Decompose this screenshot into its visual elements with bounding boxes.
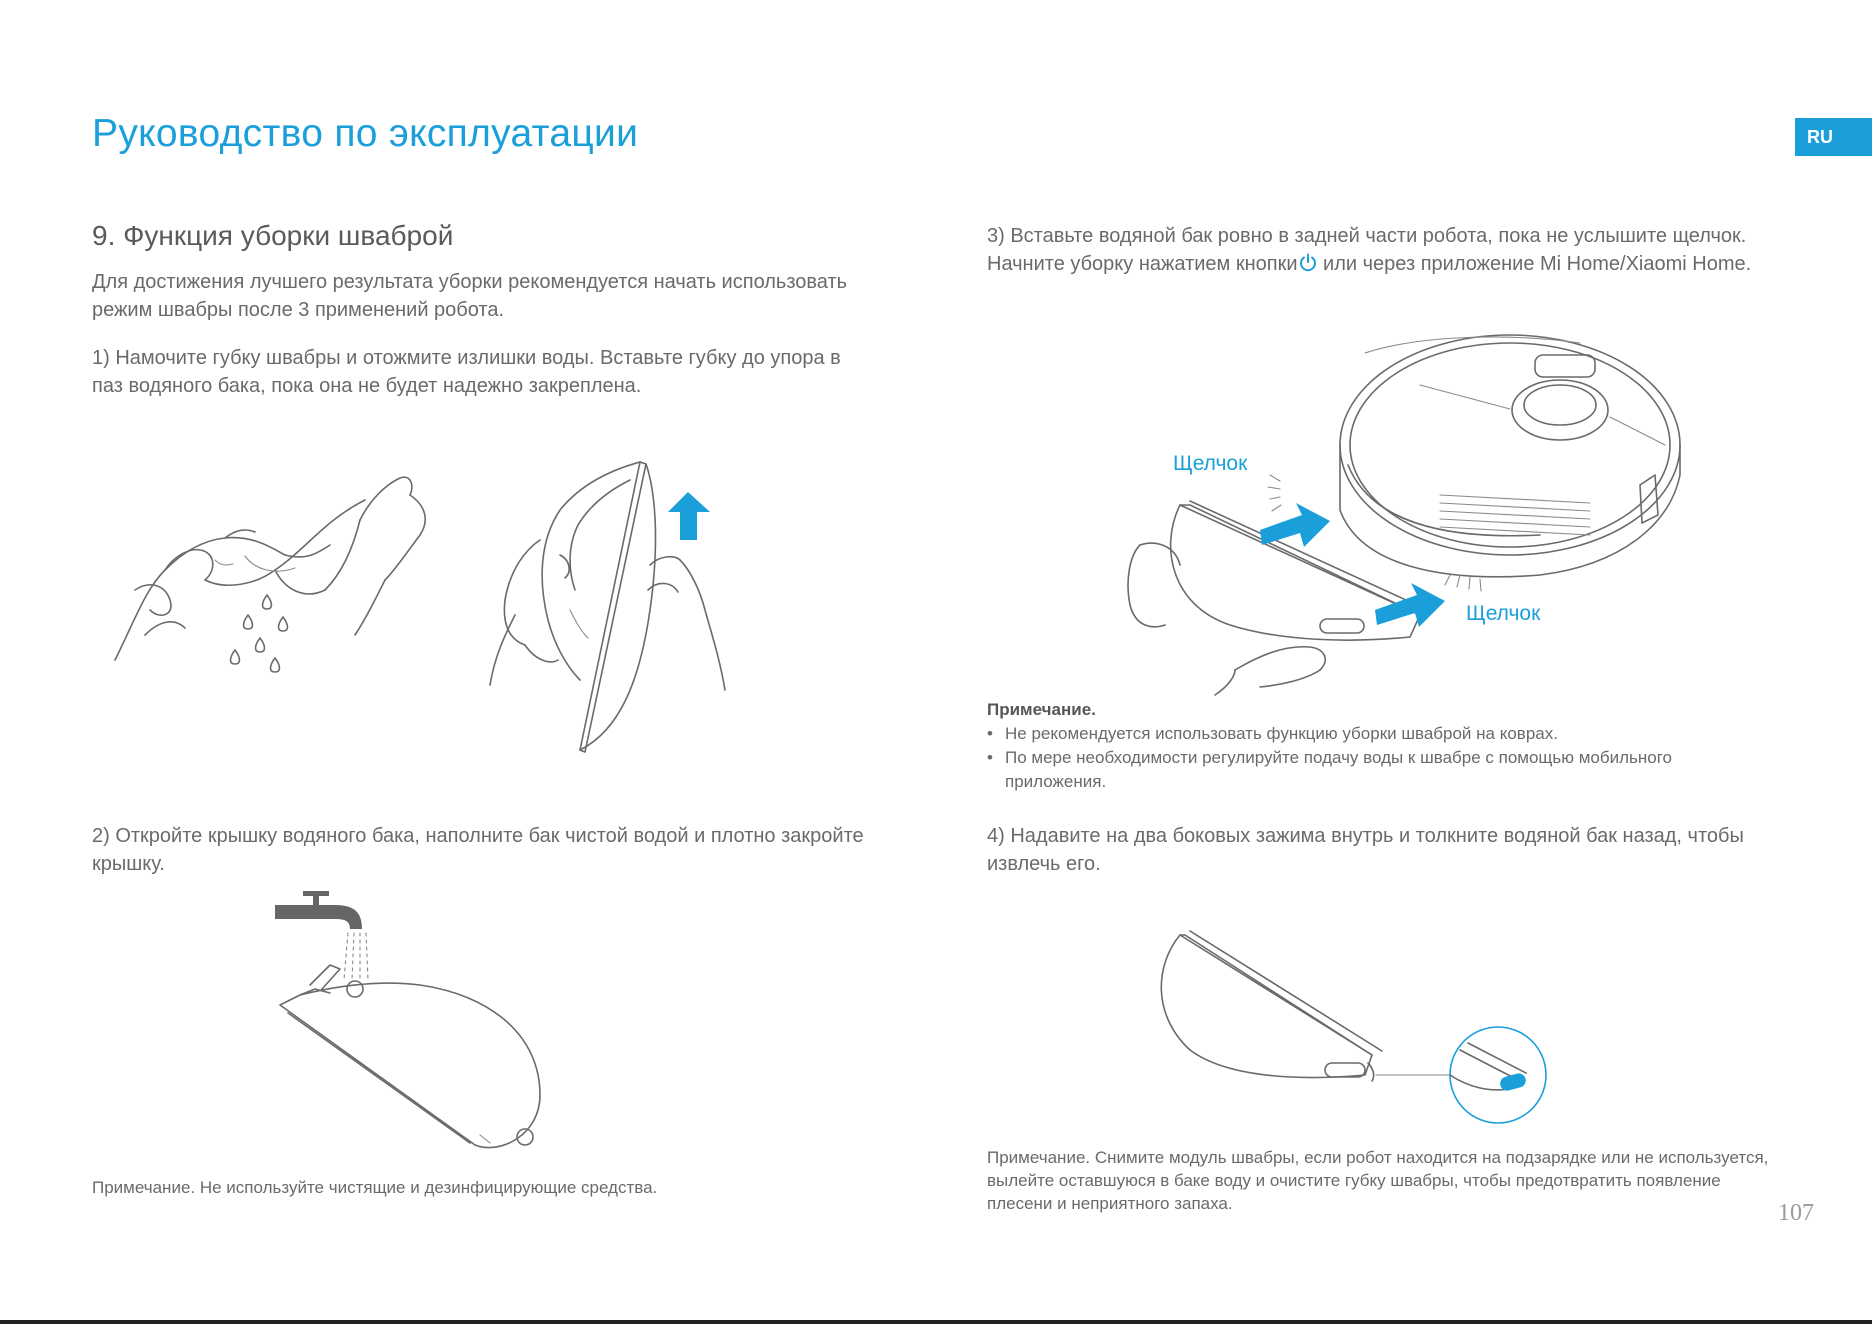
- section-intro: Для достижения лучшего результата уборки рекомендуется начать использовать режим швабры после 3 применений робота.: [92, 271, 848, 321]
- tank-insert-illustration: [1120, 325, 1680, 705]
- step-2-text: 2) Откройте крышку водяного бака, наполните бак чистой водой и плотно закройте крышку.: [92, 825, 864, 875]
- sponge-wringing-illustration: [105, 460, 445, 690]
- step-3-note: [987, 700, 1747, 794]
- page-title: Руководство по эксплуатации: [92, 112, 639, 155]
- step-3-note-heading: Примечание.: [987, 700, 1096, 719]
- step-3-text: [987, 222, 1777, 278]
- click-label-top: Щелчок: [1173, 452, 1248, 475]
- tank-remove-illustration: [1150, 925, 1560, 1125]
- language-tab[interactable]: RU: [1795, 118, 1872, 156]
- sponge-insert-illustration: [480, 460, 730, 760]
- fill-tank-illustration: [270, 885, 560, 1175]
- step-3-text-part2: или через приложение Mi Home/Xiaomi Home.: [1317, 253, 1752, 275]
- page-number: 107: [1778, 1200, 1814, 1226]
- upload-arrow-icon: [668, 492, 710, 540]
- section-title: 9. Функция уборки шваброй: [92, 220, 454, 251]
- step-3-note-list: [987, 722, 1747, 794]
- click-label-bottom: Щелчок: [1466, 602, 1541, 625]
- note-item: • Не рекомендуется использовать функцию уборки шваброй на коврах.: [987, 722, 1747, 746]
- note-item: • По мере необходимости регулируйте подачу воды к швабре с помощью мобильного приложения.: [987, 746, 1747, 794]
- step-4-note: Примечание. Снимите модуль швабры, если робот находится на подзарядке или не используется, вылейте оставшуюся в баке воду и очистите губку швабры, чтобы предотвратить появление плесени и неприятного запаха.: [987, 1148, 1769, 1213]
- step-3-text-part1: 3) Вставьте водяной бак ровно в задней части робота, пока не услышите щелчок. Начните уборку нажатием кнопки: [987, 225, 1747, 275]
- step-2-note: Примечание. Не используйте чистящие и дезинфицирующие средства.: [92, 1178, 658, 1197]
- power-icon: [1298, 250, 1318, 278]
- step-4-text: 4) Надавите на два боковых зажима внутрь и толкните водяной бак назад, чтобы извлечь его.: [987, 825, 1744, 875]
- bottom-rule: [0, 1320, 1872, 1324]
- step-1-text: 1) Намочите губку швабры и отожмите излишки воды. Вставьте губку до упора в паз водяного бака, пока она не будет надежно закреплена.: [92, 347, 841, 397]
